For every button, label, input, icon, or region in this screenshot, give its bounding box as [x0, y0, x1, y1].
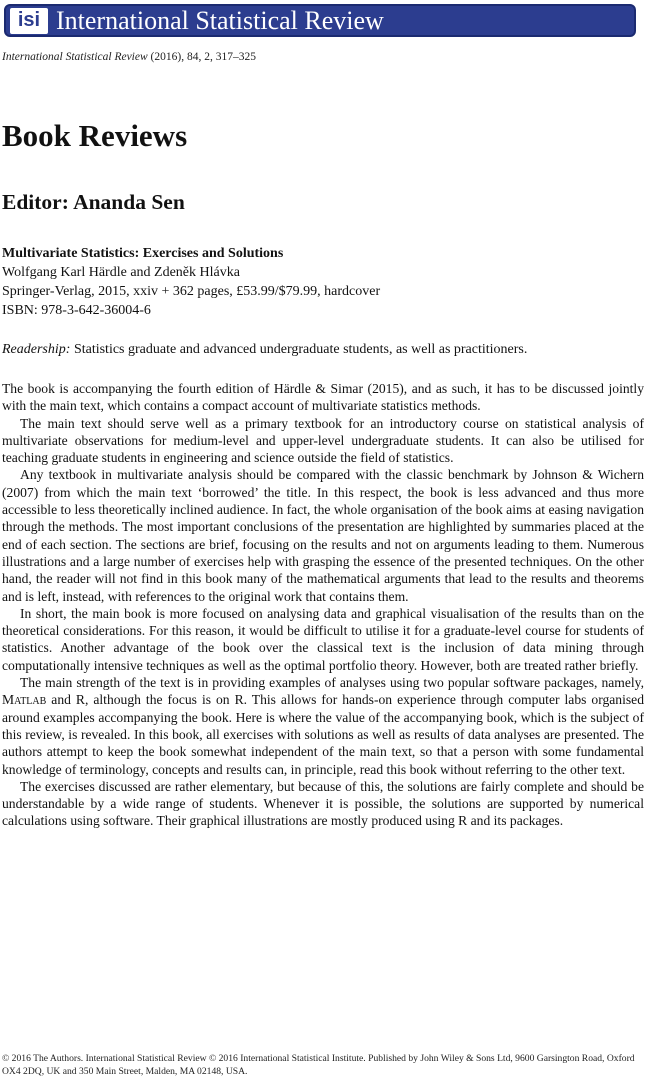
paragraph-3: Any textbook in multivariate analysis should be compared with the classic benchmark by Johnson & Wichern (2007) from which the main text ‘borrowed’ the title. In this respect, the book is less advanced and thus more accessible to less theoretically inclined audience. In fact, the whole organisation of the book aims at easing navigation through the methods. The most important conclusions of the presentation are highlighted by summaries placed at the end of each section. The sections are brief, focusing on the results and not on arguments leading to them. Numerous illustrations and a large number of exercises help with grasping the essence of the presented techniques. On the other hand, the reader will not find in this book many of the mathematical arguments that lead to the results and theorems and is left, instead, with references to the original work that contains them.: [2, 467, 644, 604]
book-isbn: ISBN: 978-3-642-36004-6: [2, 303, 151, 318]
book-authors: Wolfgang Karl Härdle and Zdeněk Hlávka: [2, 265, 240, 280]
readership-label: Readership:: [2, 342, 71, 357]
review-body: [2, 380, 644, 830]
paragraph-6: The exercises discussed are rather elementary, but because of this, the solutions are fairly complete and should be understandable by a wide range of students. Whenever it is possible, the solutions are supported by numerical calculations using software. Their graphical illustrations are mostly produced using R and its packages.: [2, 778, 644, 829]
logo-text: isi: [17, 9, 41, 31]
paragraph-2: The main text should serve well as a primary textbook for an introductory course on statistical analysis of multivariate observations for medium-level and upper-level undergraduate students. It can also be utilised for teaching graduate students in engineering and science outside the field of statistics.: [2, 415, 644, 466]
citation-journal: International Statistical Review: [2, 51, 148, 63]
journal-title: International Statistical Review: [56, 5, 384, 35]
paragraph-5-part-b: and R, although the focus is on R. This allows for hands-on experience through computer labs organised around examples accompanying the book. Here is where the value of the accompanying book, which is the subject of this review, is revealed. In this book, all exercises with solutions as well as results of data analyses are presented. The authors attempt to keep the book somewhat independent of the main text, so that a person with some fundamental knowledge of terminology, concepts and results can, in principle, read this book without referring to the other text.: [2, 692, 644, 777]
book-publisher: Springer-Verlag, 2015, xxiv + 362 pages, £53.99/$79.99, hardcover: [2, 284, 381, 299]
paragraph-1: The book is accompanying the fourth edition of Härdle & Simar (2015), and as such, it has to be discussed jointly with the main text, which contains a compact account of multivariate statistics methods.: [2, 381, 644, 414]
paragraph-5: [2, 674, 644, 778]
section-title: Book Reviews: [2, 118, 188, 153]
copyright-footer: © 2016 The Authors. International Statistical Review © 2016 International Statistical Institute. Published by John Wiley & Sons Ltd, 9600 Garsington Road, Oxford OX4 2DQ, UK and 350 Main Street, Malden, MA 02148, USA.: [2, 1053, 635, 1077]
journal-banner: [4, 4, 636, 37]
paragraph-5-part-a: The main strength of the text is in providing examples of analyses using two popular software packages, namely,: [20, 675, 644, 691]
editor-line: Editor: Ananda Sen: [2, 190, 185, 214]
paragraph-4: In short, the main book is more focused on analysing data and graphical visualisation of the results than on the theoretical considerations. For this reason, it would be difficult to utilise it for a graduate-level course for students of statistics. Another advantage of the book over the classical text is the inclusion of data mining through computationally intensive techniques as well as the optimal portfolio theory. However, both are treated rather briefly.: [2, 605, 644, 673]
citation-line: [2, 51, 256, 63]
book-info: [2, 244, 380, 320]
isi-logo: [10, 8, 48, 34]
matlab-term: Matlab: [2, 692, 47, 708]
book-title: Multivariate Statistics: Exercises and Solutions: [2, 246, 284, 261]
readership: [2, 340, 642, 359]
readership-text: Statistics graduate and advanced undergraduate students, as well as practitioners.: [70, 342, 528, 357]
citation-details: (2016), 84, 2, 317–325: [147, 51, 256, 63]
